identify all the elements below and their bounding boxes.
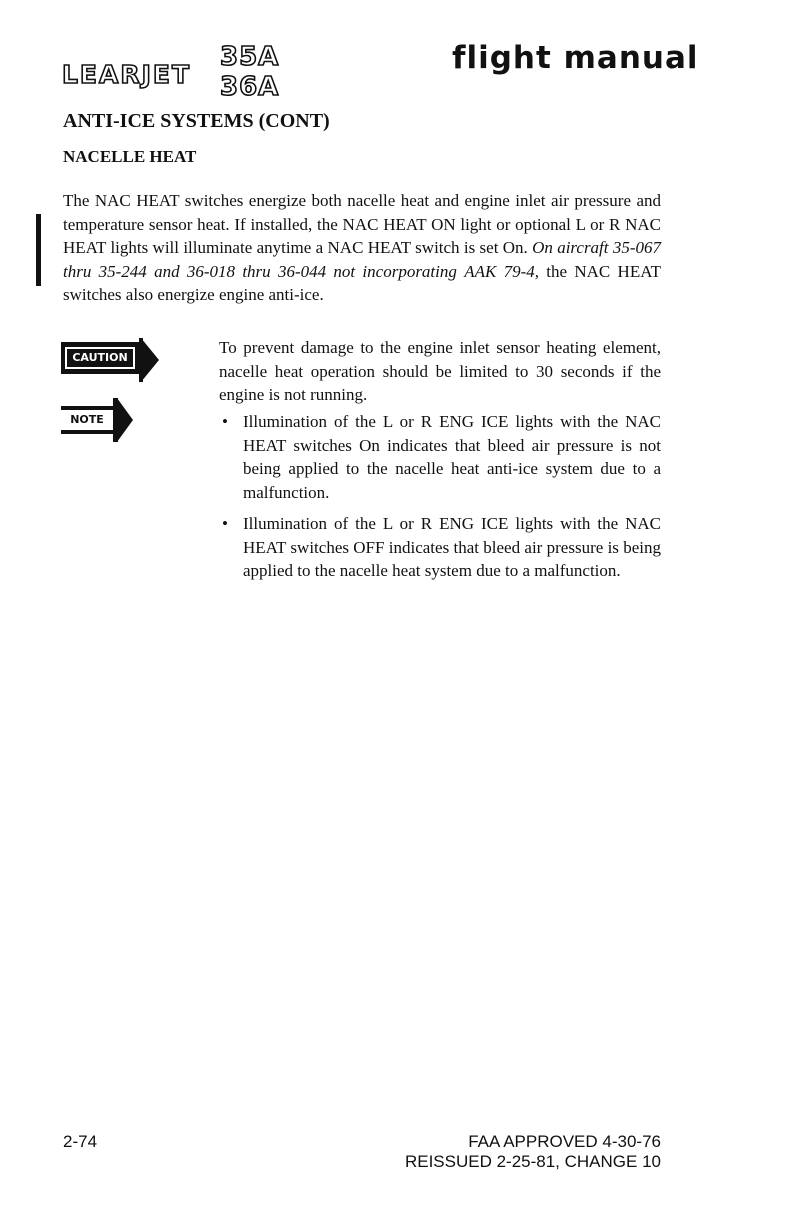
note-item-text: Illumination of the L or R ENG ICE lights with the NAC HEAT switches OFF indicates that bleed air pressure is being applied to the nacelle heat system due to a malfunction. bbox=[243, 514, 661, 580]
note-icon bbox=[61, 396, 151, 446]
section-title: ANTI-ICE SYSTEMS (CONT) bbox=[63, 110, 330, 132]
intro-italic-1: On aircraft 35-067 thru 35-244 and 36-018 thru 36-044 not incorporating bbox=[63, 238, 661, 281]
note-item-text: Illumination of the L or R ENG ICE lights with the NAC HEAT switches On indicates that bleed air pressure is not being applied to the nacelle heat anti-ice system due to a malfunction. bbox=[243, 412, 661, 502]
approval-line-1: FAA APPROVED 4-30-76 bbox=[468, 1132, 661, 1151]
caution-arrow-icon bbox=[141, 338, 159, 382]
logo-word: LEARJET bbox=[62, 60, 192, 89]
intro-paragraph bbox=[63, 189, 661, 307]
note-arrow-icon bbox=[117, 398, 133, 442]
manual-title: flight manual bbox=[452, 40, 699, 76]
note-list bbox=[219, 410, 661, 591]
bullet-icon: • bbox=[222, 514, 228, 533]
model-top: 35A bbox=[220, 42, 280, 72]
note-item bbox=[219, 512, 661, 583]
model-bottom: 36A bbox=[220, 72, 280, 102]
caution-text: To prevent damage to the engine inlet sensor heating element, nacelle heat operation should be limited to 30 seconds if the engine is not running. bbox=[219, 338, 661, 404]
intro-text-3: the NAC HEAT switches also energize engine anti-ice. bbox=[63, 261, 661, 304]
subsection-title: NACELLE HEAT bbox=[63, 147, 197, 166]
page-number: 2-74 bbox=[63, 1132, 98, 1151]
model-designation bbox=[220, 42, 286, 102]
bullet-icon: • bbox=[222, 412, 228, 431]
intro-italic-2: AAK 79-4, bbox=[464, 261, 539, 281]
caution-icon bbox=[61, 338, 161, 382]
approval-block bbox=[405, 1132, 661, 1172]
intro-text-1: The NAC HEAT switches energize both nacelle heat and engine inlet air pressure and temperature sensor heat. If installed, the NAC HEAT ON light or optional L or R NAC HEAT lights will illuminate anytime a NAC HEAT switch is set On. bbox=[63, 191, 661, 257]
revision-change-bar bbox=[36, 214, 41, 286]
note-item bbox=[219, 410, 661, 504]
note-label: NOTE bbox=[70, 413, 104, 426]
caution-label: CAUTION bbox=[65, 347, 135, 369]
approval-line-2: REISSUED 2-25-81, CHANGE 10 bbox=[404, 1152, 661, 1171]
